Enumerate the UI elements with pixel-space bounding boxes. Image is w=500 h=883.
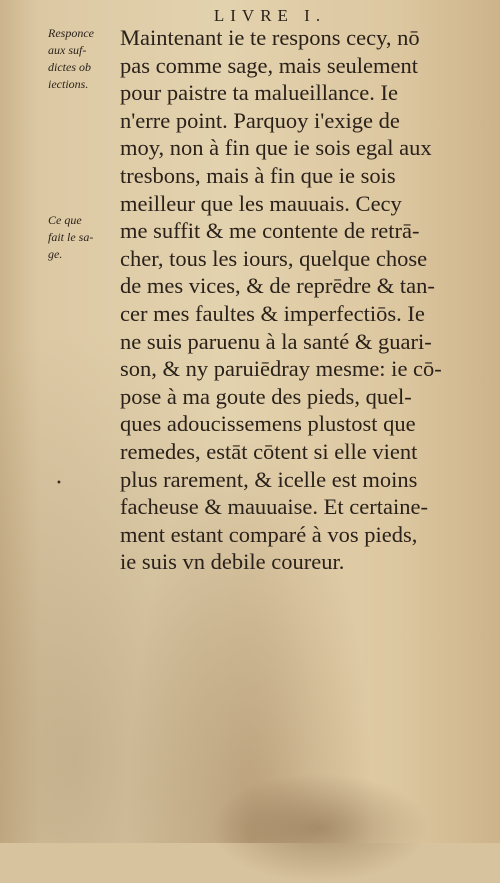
text-line: ne suis paruenu à la santé & guari- <box>120 328 432 354</box>
text-line: Maintenant ie te respons cecy, nō <box>120 25 420 50</box>
text-line: n'erre point. Parquoy i'exige de <box>120 107 400 133</box>
margin-note-response <box>48 25 118 93</box>
text-line: cher, tous les iours, quelque chose <box>120 245 428 271</box>
margin-note-line: Responce <box>48 26 94 40</box>
margin-note-line: aux suf- <box>48 43 87 57</box>
text-line: cer mes faultes & imperfectiōs. Ie <box>120 300 425 326</box>
text-line: moy, non à fin que ie sois egal aux <box>120 135 432 161</box>
text-line: remedes, estāt cōtent si elle vient <box>120 438 418 464</box>
ink-speck: • <box>56 478 62 489</box>
margin-note-sage <box>48 212 118 263</box>
text-line: son, & ny paruiēdray mesme: ie cō- <box>120 356 442 382</box>
body-text <box>120 24 492 576</box>
text-line: pose à ma goute des pieds, quel- <box>120 383 412 409</box>
running-head <box>0 6 500 26</box>
text-line: tresbons, mais à fin que ie sois <box>120 162 396 188</box>
running-head-title: LIVRE I. <box>213 6 327 25</box>
text-line: pas comme sage, mais seulement <box>120 52 419 78</box>
text-line: de mes vices, & de reprēdre & tan- <box>120 273 435 299</box>
text-line: pour paistre ta malueillance. Ie <box>120 80 398 106</box>
text-line: ques adoucissemens plustost que <box>120 411 416 437</box>
text-line: plus rarement, & icelle est moins <box>120 466 418 492</box>
margin-note-line: fait le sa- <box>48 230 94 244</box>
text-line: me suffit & me contente de retrā- <box>120 218 420 244</box>
margin-note-line: ge. <box>48 247 63 261</box>
margin-note-line: Ce que <box>48 213 82 227</box>
paper-stain <box>210 773 430 883</box>
text-line: facheuse & mauuaise. Et certaine- <box>120 494 428 520</box>
text-line: ment estant comparé à vos pieds, <box>120 521 418 547</box>
text-line: ie suis vn debile coureur. <box>120 549 345 575</box>
margin-note-line: iections. <box>48 77 89 91</box>
margin-note-line: dictes ob <box>48 60 91 74</box>
text-line: meilleur que les mauuais. Cecy <box>120 190 402 216</box>
